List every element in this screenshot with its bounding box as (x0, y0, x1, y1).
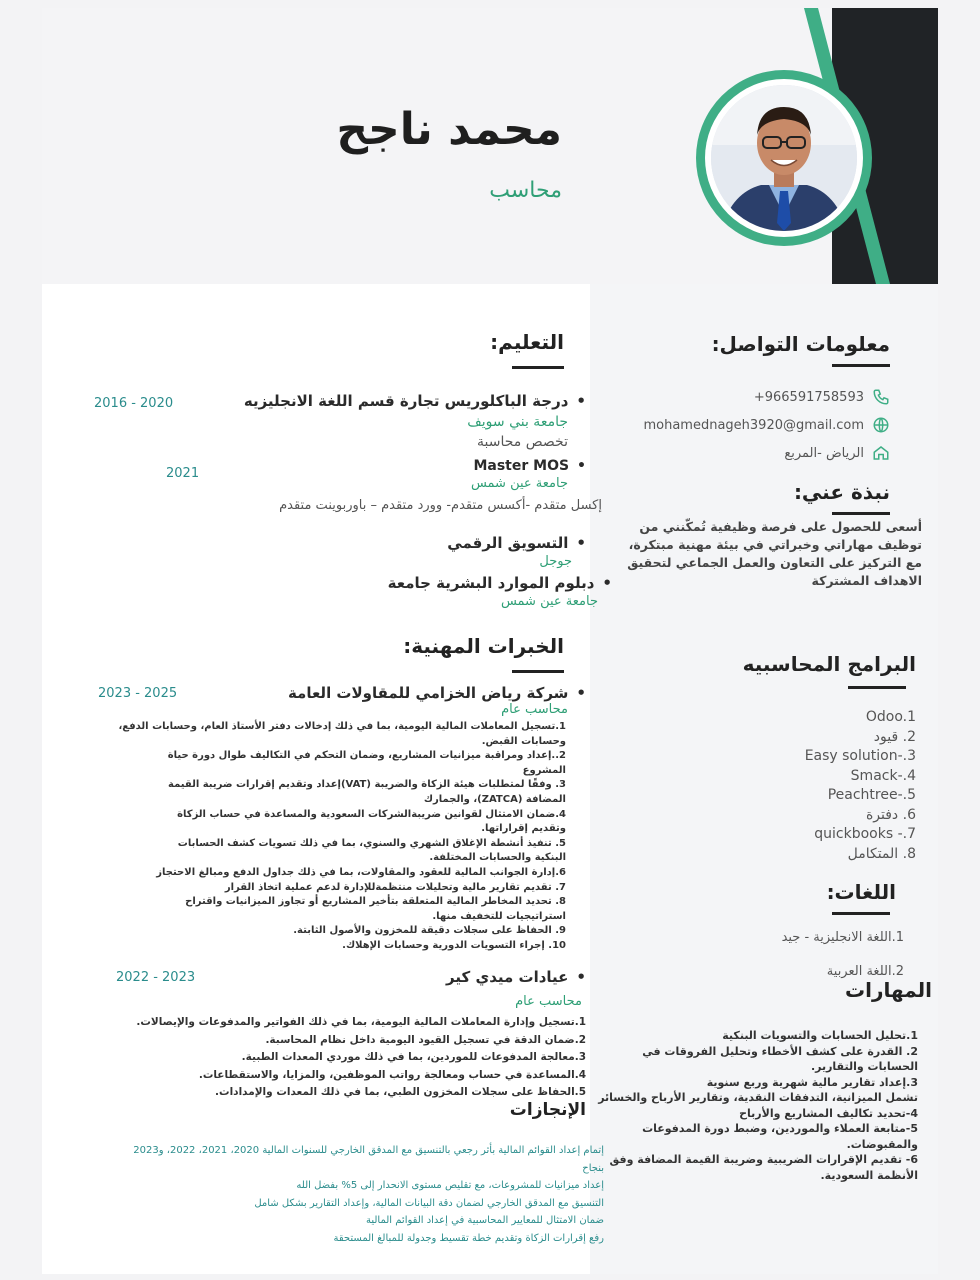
contact-heading: معلومات التواصل: (711, 332, 890, 356)
list-item: 1.اللغة الانجليزية - جيد (781, 930, 904, 945)
avatar-icon (711, 85, 857, 231)
home-icon (872, 444, 890, 462)
job-role: محاسب عام (501, 702, 568, 717)
education-item-note: إكسل متقدم -أكسس متقدم- وورد متقدم – باوربوينت متقدم (279, 498, 602, 513)
education-underline (512, 366, 564, 369)
software-heading: البرامج المحاسبيه (742, 652, 916, 676)
education-item-years: 2021 (166, 466, 200, 481)
achievements-text: إتمام إعداد القوائم المالية بأثر رجعي بالتنسيق مع المدقق الخارجي للسنوات المالية 2020، 2021، 2022، و2023 بنجاح إعداد ميزانيات للمشروعات، مع تقليص مستوى الانحدار إلى 5% بفضل الله التنسيق مع المدقق الخارجي لضمان دقة البيانات المالية، وإعداد التقارير بشكل شامل ضمان الامتثال للمعايير المحاسبية في إعداد القوائم المالية رفع إقرارات الزكاة وتقديم خطة تقسيط وجدولة للمبالغ المستحقة (133, 1145, 604, 1244)
contact-phone-row (754, 388, 890, 406)
contact-email-row (643, 416, 890, 434)
education-item-note: تخصص محاسبة (477, 434, 568, 450)
education-item-school: جامعة عين شمس (470, 476, 568, 491)
job-company: • شركة رياض الخزامي للمقاولات العامة (288, 684, 586, 702)
software-list (805, 708, 916, 864)
list-item: 2.اللغة العربية (826, 964, 904, 979)
full-name: محمد ناجح (336, 104, 562, 155)
list-item: 6. دفترة (865, 806, 916, 823)
education-item-school: جوجل (539, 554, 572, 569)
list-item: Peachtree-.5 (827, 787, 916, 803)
resume-page (42, 8, 938, 1274)
about-text: أسعى للحصول على فرصة وظيفية تُمكّنني من توظيف مهاراتي وخبراتي في بيئة مهنية مبتكرة، مع التركيز على التعاون والعمل الجماعي لتحقيق الاهداف المشتركة (627, 519, 922, 588)
profile-photo (711, 85, 857, 231)
location-text: الرياض -المربع (784, 445, 864, 461)
list-item: Smack-.4 (850, 767, 916, 784)
experience-heading: الخبرات المهنية: (403, 634, 564, 658)
skills-text: 1.تحليل الحسابات والتسويات البنكية 2. القدرة على كشف الأخطاء وتحليل الفروقات في الحسابات والتقارير. 3.إعداد تقارير مالية شهرية وربع سنوية تشمل الميزانية، التدفقات النقدية، وتقارير الأرباح والخسائر 4-تحديد تكاليف المشاريع والأرباح 5-متابعة العملاء والموردين، وضبط دورة المدفوعات والمقبوضات. 6- تقديم الإقرارات الضريبية وضريبة القيمة المضافة وفق الأنظمة السعودية. (598, 1029, 918, 1182)
software-underline (848, 686, 906, 689)
job-company: • عيادات ميدي كير (446, 968, 586, 986)
job-duties: 1.تسجيل وإدارة المعاملات المالية اليومية، بما في ذلك الفواتير والمدفوعات والإيصالات. 2.ضمان الدقة في تسجيل القيود اليومية داخل نظام المحاسبة. 3.معالجة المدفوعات للموردين، بما في ذلك موردي المعدات الطبية. 4.المساعدة في حساب ومعالجة رواتب الموظفين، والمزايا، والاستقطاعات. 5.الحفاظ على سجلات المخزون الطبي، بما في ذلك المعدات والإمدادات. (136, 1016, 586, 1098)
job-role: محاسب عام (515, 994, 582, 1009)
job-duties: 1.تسجيل المعاملات المالية اليومية، بما في ذلك إدخالات دفتر الأستاذ العام، وحسابات الدفع، وحسابات القبض. 2..إعداد ومراقبة ميزانيات المشاريع، وضمان التحكم في التكاليف طوال دورة حياة المشروع 3. وفقًا لمتطلبات هيئة الزكاة والضريبة (VAT)إعداد وتقديم إقرارات ضريبة القيمة المضافة (ZATCA)، والجمارك 4.ضمان الامتثال لقوانين ضريبةالشركات السعودية والمساعدة في حساب الزكاة وتقديم إقراراتها. 5. تنفيذ أنشطة الإغلاق الشهري والسنوي، بما في ذلك تسويات كشف الحسابات البنكية والحسابات المختلفة. 6.إدارة الجوانب المالية للعقود والمقاولات، بما في ذلك جداول الدفع ومبالغ الاحتجاز 7. تقديم تقارير مالية وتحليلات منتظمةللإدارة لدعم عملية اتخاذ القرار 8. تحديد المخاطر المالية المتعلقة بتأخير المشاريع أو تجاوز الميزانيات واقتراح استراتيجيات للتخفيف منها. 9. الحفاظ على سجلات دقيقة للمخزون والأصول الثابتة. 10. إجراء التسويات الدورية وحسابات الإهلاك. (118, 721, 566, 951)
education-item-school: جامعة عين شمس (500, 594, 598, 609)
languages-list (782, 928, 904, 948)
languages-heading: اللغات: (826, 880, 896, 904)
job-years: 2022 - 2023 (116, 970, 196, 985)
list-item: 8. المتكامل (847, 845, 916, 862)
phone-icon (872, 388, 890, 406)
education-heading: التعليم: (490, 330, 564, 354)
education-item-title: • التسويق الرقمي (447, 534, 586, 552)
contact-location-row (784, 444, 890, 462)
list-item: Odoo.1 (865, 709, 916, 725)
education-item-school: جامعة بني سويف (467, 414, 568, 430)
experience-underline (512, 670, 564, 673)
education-item-title: • درجة الباكلوريس تجارة قسم اللغة الانجليزيه (244, 392, 586, 410)
email-text: mohamednageh3920@gmail.com (643, 417, 864, 433)
education-item-years: 2016 - 2020 (94, 396, 174, 411)
skills-heading: المهارات (845, 978, 932, 1002)
education-item-title: • Master MOS (473, 458, 586, 474)
about-heading: نبذة عني: (793, 480, 890, 504)
education-item-title: • دبلوم الموارد البشرية جامعة (388, 574, 612, 592)
contact-underline (832, 364, 890, 367)
list-item: Easy solution-.3 (804, 748, 916, 764)
achievements-heading: الإنجازات (509, 1100, 586, 1120)
list-item: quickbooks -.7 (814, 826, 916, 842)
profile-photo-frame (696, 70, 872, 246)
globe-icon (872, 416, 890, 434)
job-title: محاسب (489, 178, 562, 203)
job-years: 2023 - 2025 (98, 686, 178, 701)
about-underline (832, 512, 890, 515)
list-item: 2. قيود (873, 728, 916, 745)
phone-text: +966591758593 (753, 389, 864, 405)
languages-underline (832, 912, 890, 915)
